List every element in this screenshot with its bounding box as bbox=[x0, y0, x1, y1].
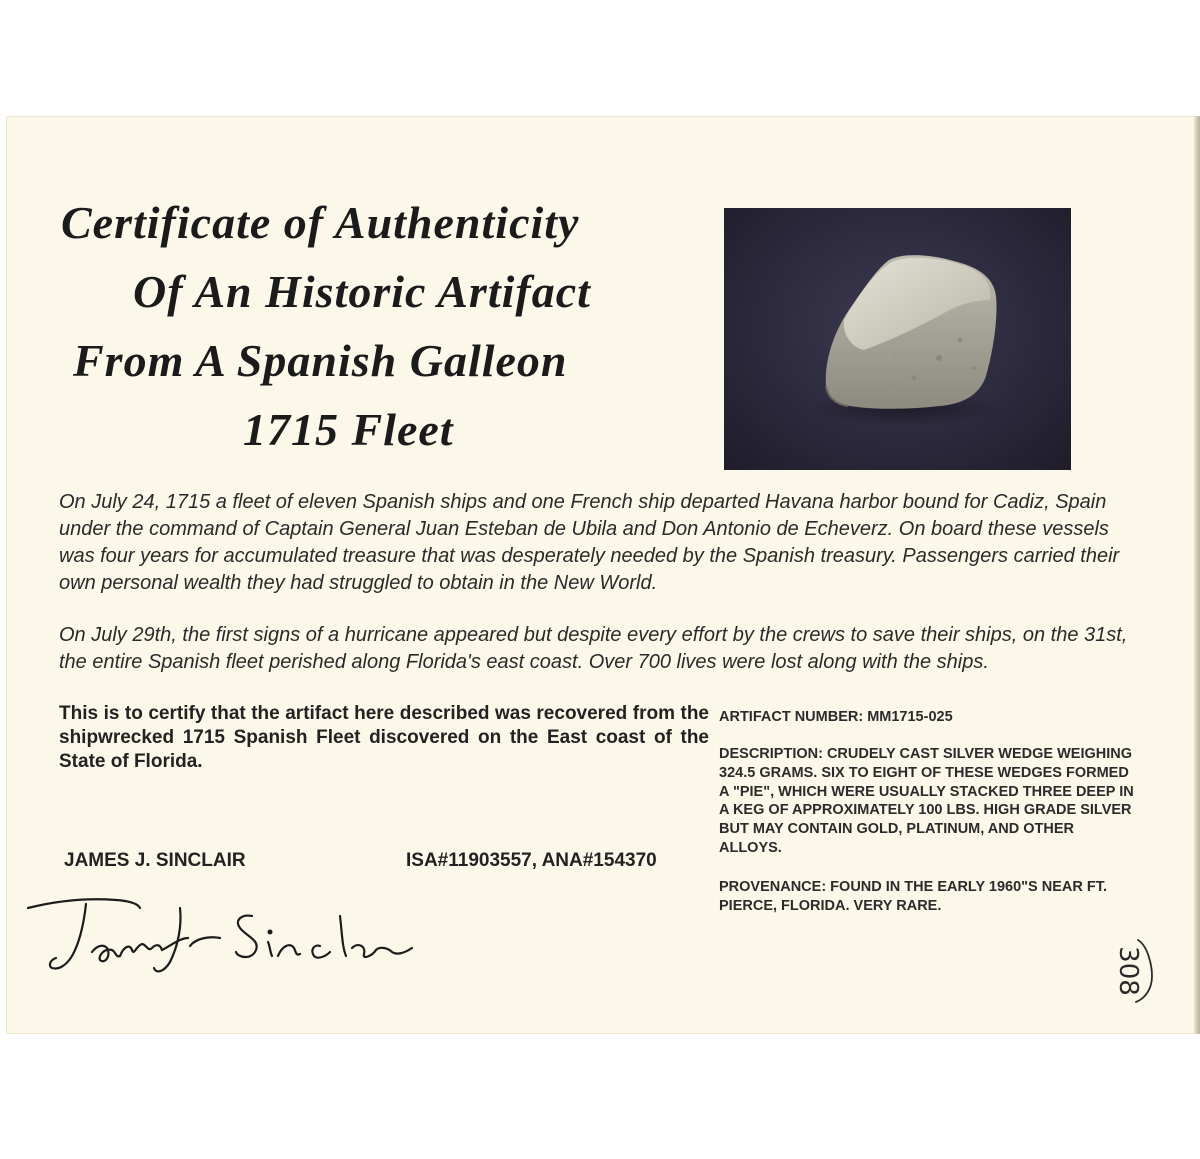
title-line-3: From A Spanish Galleon bbox=[73, 335, 568, 386]
silver-wedge-image bbox=[724, 208, 1071, 470]
history-paragraph-2: On July 29th, the first signs of a hurricane appeared but despite every effort by the crews to save their ships, on the 31st, the entire Spanish fleet perished along Florida's east coast. Over 700 lives were lost along with the ships. bbox=[59, 624, 1128, 673]
handwritten-signature bbox=[20, 886, 420, 986]
title-line-2: Of An Historic Artifact bbox=[133, 266, 591, 317]
title-line-4: 1715 Fleet bbox=[243, 404, 454, 455]
artifact-provenance: PROVENANCE: FOUND IN THE EARLY 1960"S NEAR FT. PIERCE, FLORIDA. VERY RARE. bbox=[719, 879, 1107, 914]
certificate-sheet bbox=[6, 116, 1200, 1034]
handwritten-number: 308 bbox=[1113, 946, 1143, 996]
paper-edge bbox=[1194, 116, 1200, 1034]
bracket-mark-icon bbox=[1130, 936, 1160, 1006]
artifact-photo bbox=[724, 208, 1071, 470]
title-line-1: Certificate of Authenticity bbox=[61, 197, 580, 248]
certificate-title bbox=[61, 188, 681, 464]
history-paragraph-1: On July 24, 1715 a fleet of eleven Spanish ships and one French ship departed Havana harbor bound for Cadiz, Spain under the command of Captain General Juan Esteban de Ubila and Don Antonio de Echeverz. On board these vessels was four years for accumulated treasure that was desperately needed by the Spanish treasury. Passengers carried their own personal wealth they had struggled to obtain in the New World. bbox=[59, 491, 1120, 594]
certification-statement: This is to certify that the artifact here described was recovered from the shipwrecked 1715 Spanish Fleet discovered on the East coast of the State of Florida. bbox=[59, 703, 709, 772]
signature-icon bbox=[20, 886, 420, 986]
artifact-number: ARTIFACT NUMBER: MM1715-025 bbox=[719, 709, 953, 725]
signer-name: JAMES J. SINCLAIR bbox=[64, 850, 246, 871]
signer-credentials: ISA#11903557, ANA#154370 bbox=[406, 850, 657, 871]
artifact-description: DESCRIPTION: CRUDELY CAST SILVER WEDGE WEIGHING 324.5 GRAMS. SIX TO EIGHT OF THESE WEDGES FORMED A "PIE", WHICH WERE USUALLY STACKED THREE DEEP IN A KEG OF APPROXIMATELY 100 LBS. HIGH GRADE SILVER BUT MAY CONTAIN GOLD, PLATINUM, AND OTHER ALLOYS. bbox=[719, 746, 1134, 856]
